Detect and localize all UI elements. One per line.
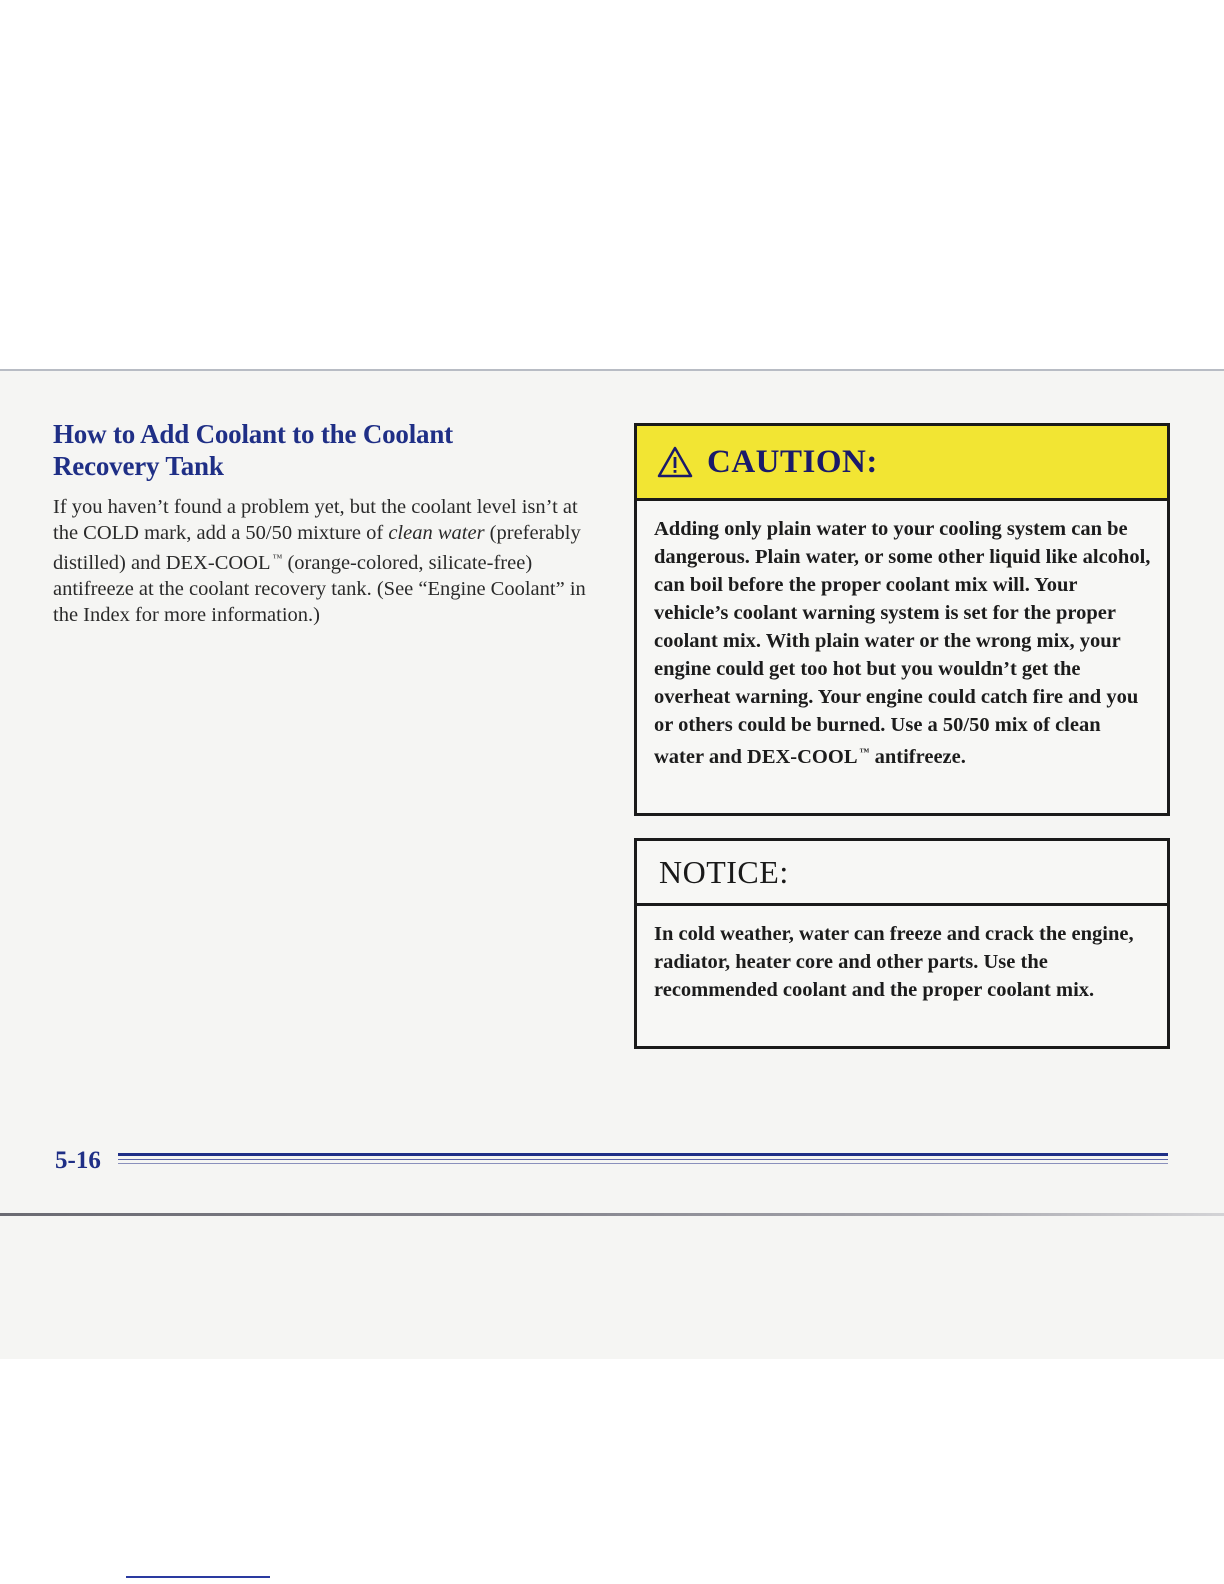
left-column — [53, 418, 593, 628]
caution-header — [637, 426, 1167, 501]
footer-rule — [118, 1153, 1168, 1167]
notice-body: In cold weather, water can freeze and crack the engine, radiator, heater core and other parts. Use the recommended coolant and the proper coolant mix. — [654, 923, 1134, 1001]
caution-box — [634, 423, 1170, 816]
bottom-link-line — [126, 1576, 270, 1578]
section-body — [53, 494, 593, 628]
notice-title: NOTICE: — [659, 853, 789, 890]
section-title-line2: Recovery Tank — [53, 451, 224, 481]
band-bottom-line — [0, 1213, 1224, 1216]
caution-trademark-mark: ™ — [859, 747, 870, 758]
body-text-italic: clean water — [388, 522, 485, 544]
body-text-start: If you haven’t found a problem yet, but the coolant level isn’t at the COLD mark, add a 50/50 mixture of — [53, 496, 578, 544]
footer-rule-line-3 — [118, 1163, 1168, 1164]
section-title-line1: How to Add Coolant to the Coolant — [53, 419, 453, 449]
caution-text: Adding only plain water to your cooling system can be dangerous. Plain water, or some other liquid like alcohol, can boil before the proper coolant mix will. Your vehicle’s coolant warning system is set for the proper coolant mix. With plain water or the wrong mix, your engine could get too hot but you wouldn’t get the overheat warning. Your engine could catch fire and you or others could be burned. Use a 50/50 mix of clean water and DEX-COOL — [654, 518, 1151, 768]
body-text-end: (orange-colored, silicate-free) antifreeze at the coolant recovery tank. (See “Engine Coolant” in the Index for more information.) — [53, 552, 586, 626]
page-number: 5-16 — [55, 1147, 101, 1174]
warning-triangle-icon — [657, 446, 693, 478]
notice-header — [637, 841, 1167, 906]
section-title — [53, 418, 593, 482]
footer-rule-line-2 — [118, 1159, 1168, 1160]
body-text-middle: (preferably distilled) and DEX-COOL — [53, 522, 581, 574]
notice-box — [634, 838, 1170, 1049]
caution-text-end: antifreeze. — [869, 746, 966, 768]
footer-rule-line-1 — [118, 1153, 1168, 1156]
caution-body — [637, 501, 1167, 771]
band-top-line — [0, 369, 1224, 371]
trademark-mark: ™ — [272, 553, 283, 564]
caution-title: CAUTION: — [707, 443, 878, 480]
